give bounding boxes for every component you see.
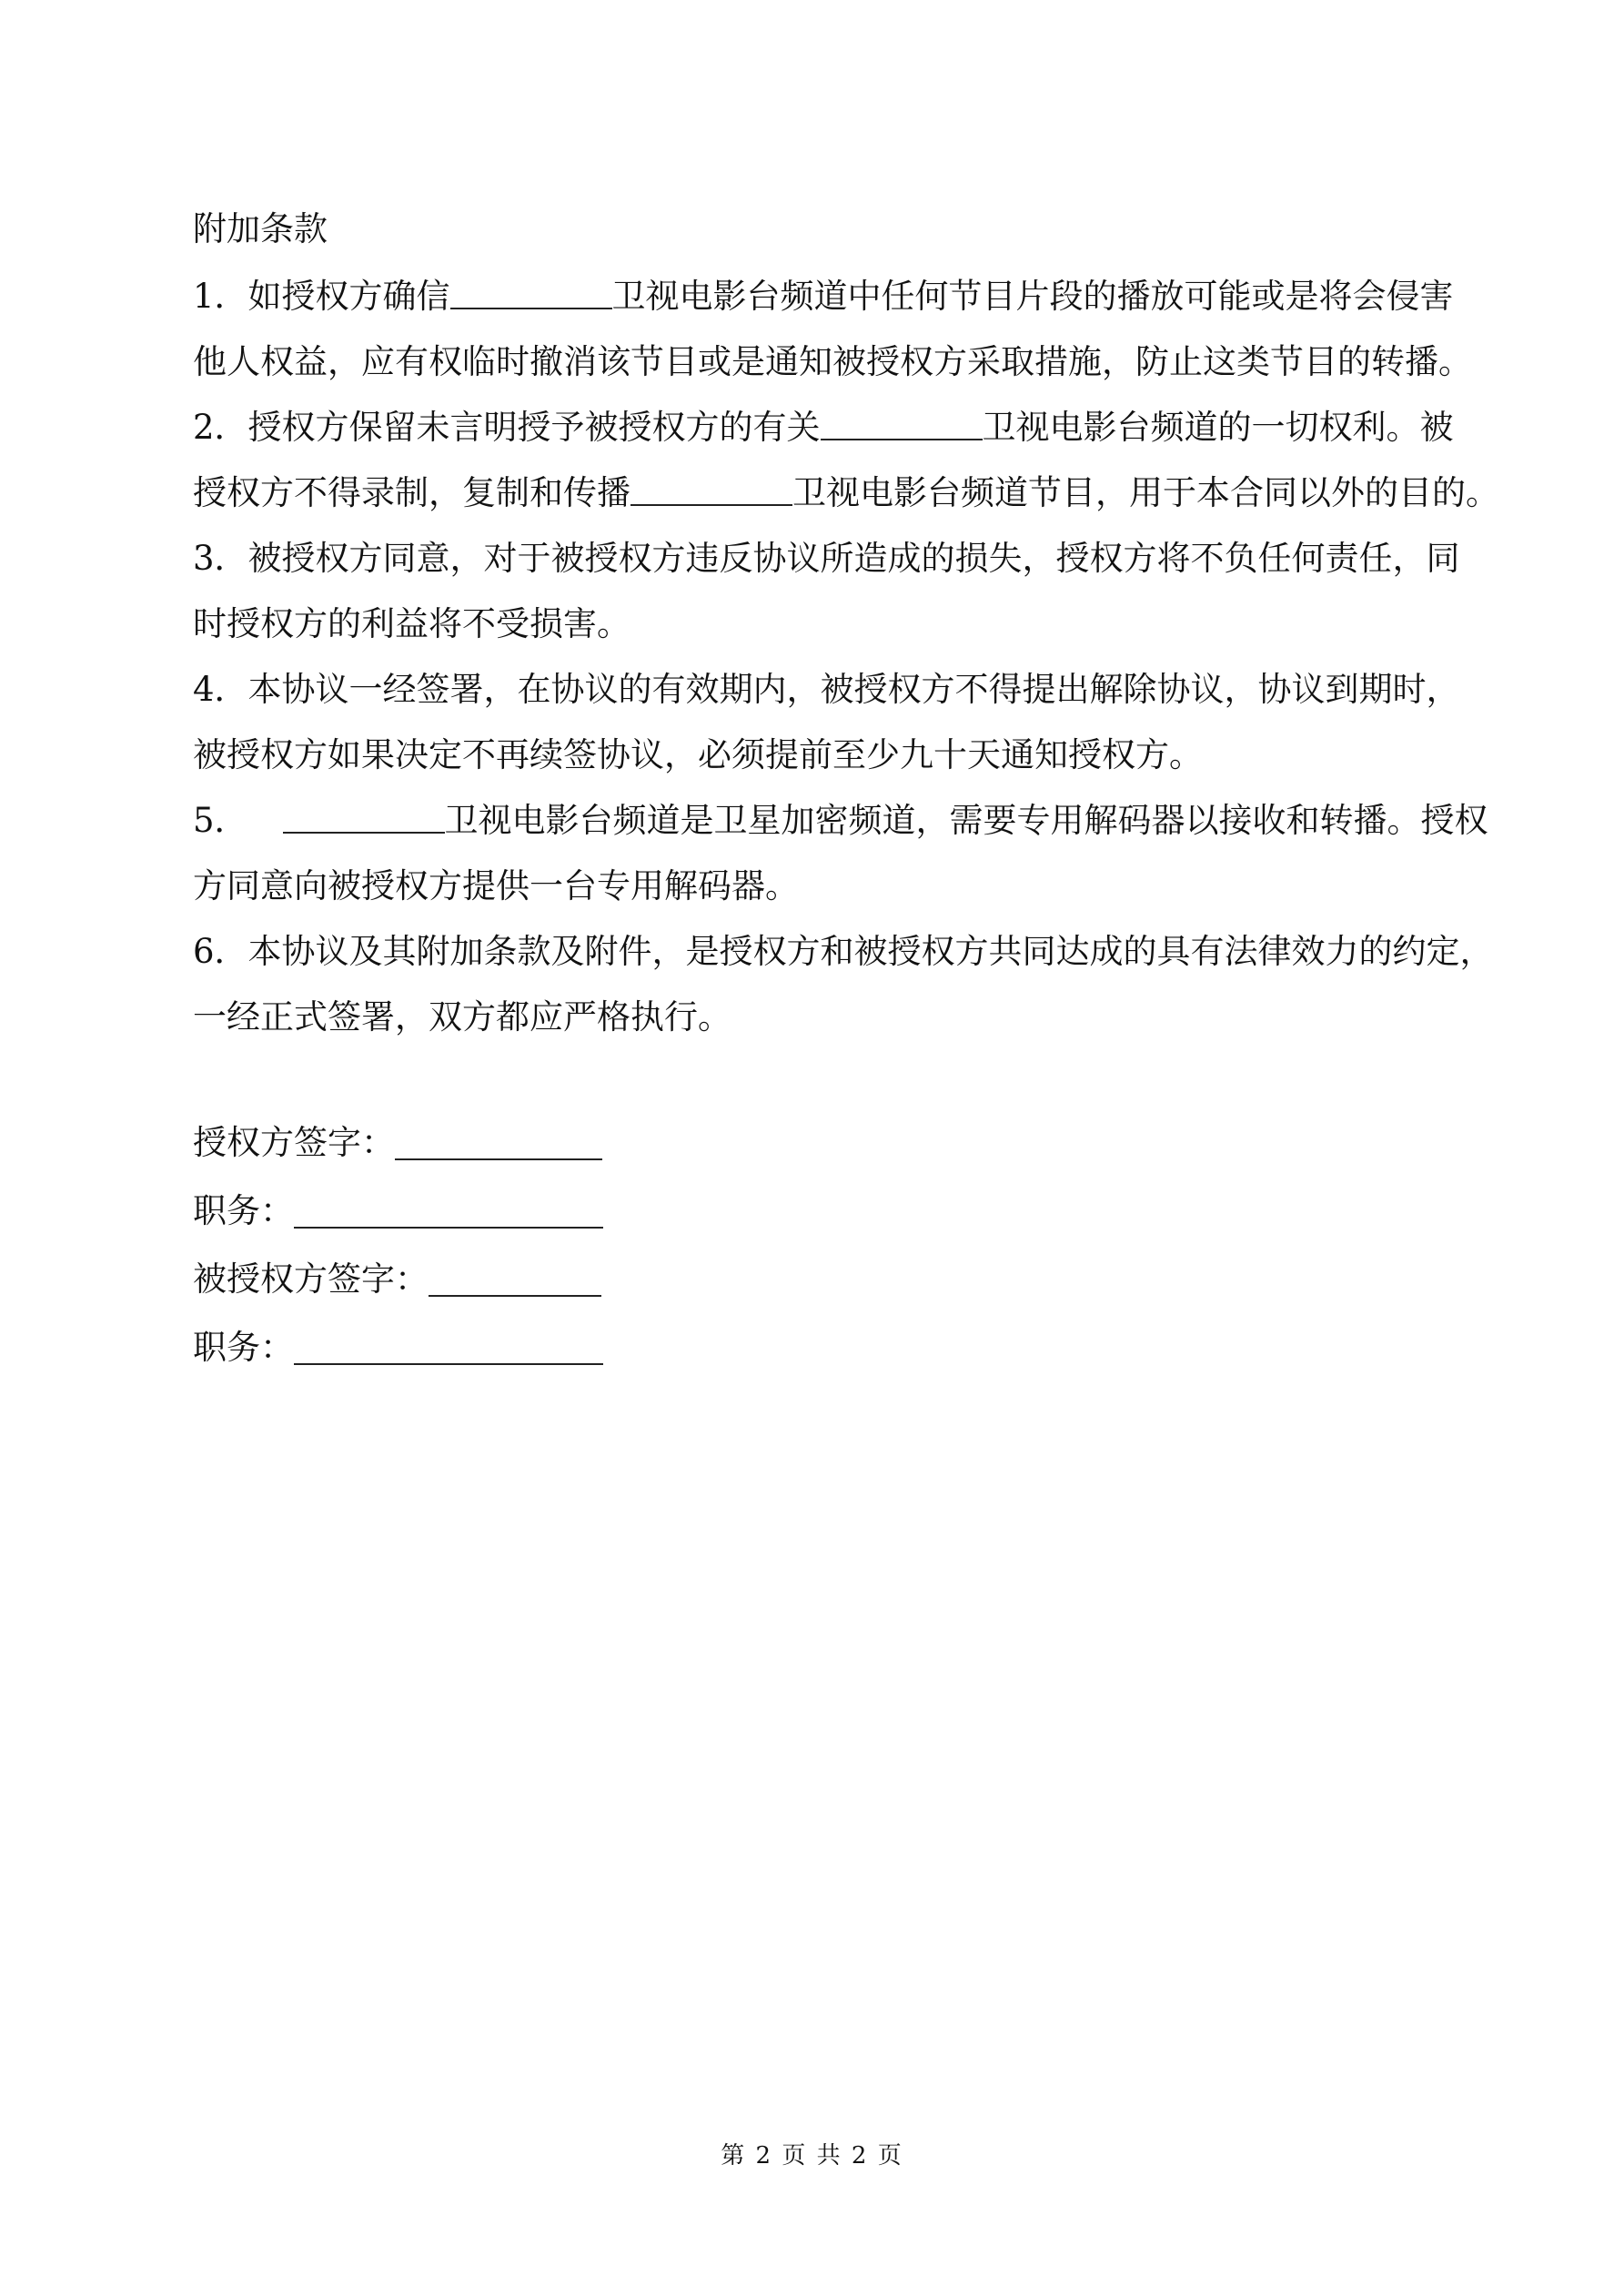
clause-3-number: 3． xyxy=(193,539,248,578)
clause-2-line-2-after-blank: 卫视电影台频道节目，用于本合同以外的目的。 xyxy=(792,473,1499,512)
clause-3-line-1 xyxy=(193,526,1460,592)
licensor-signature-line xyxy=(395,1125,602,1160)
signature-block xyxy=(193,1108,1448,1381)
clause-2-blank-1 xyxy=(821,405,983,440)
licensor-signature-row xyxy=(193,1108,1448,1177)
clause-1-line-2: 他人权益，应有权临时撤消该节目或是通知被授权方采取措施，防止这类节目的转播。 xyxy=(193,342,1472,381)
licensee-title-row xyxy=(193,1313,1448,1381)
document-body xyxy=(193,195,1499,1381)
clause-2-text-before-blank: 授权方保留未言明授予被授权方的有关 xyxy=(247,408,821,447)
clause-1-text-after-blank: 卫视电影台频道中任何节目片段的播放可能或是将会侵害 xyxy=(611,277,1454,316)
licensor-title-row xyxy=(193,1177,1448,1245)
clause-6-line-2: 一经正式签署，双方都应严格执行。 xyxy=(193,997,731,1037)
clause-6-number: 6． xyxy=(193,932,248,971)
clause-6-text: 本协议及其附加条款及附件，是授权方和被授权方共同达成的具有法律效力的约定， xyxy=(247,932,1494,971)
clause-1-number: 1． xyxy=(193,277,248,316)
licensee-signature-row xyxy=(193,1245,1448,1313)
clause-1-blank xyxy=(450,274,612,309)
licensor-title-label: 职务： xyxy=(193,1191,294,1230)
clause-3-line-2: 时授权方的利益将不受损害。 xyxy=(193,604,630,643)
licensor-title-line xyxy=(294,1193,603,1229)
section-heading: 附加条款 xyxy=(193,209,328,248)
clause-2-line-1 xyxy=(193,395,1454,460)
clause-2-line-2-before-blank: 授权方不得录制，复制和传播 xyxy=(193,473,630,512)
clause-5-line-2: 方同意向被授权方提供一台专用解码器。 xyxy=(193,866,799,905)
clause-4-number: 4． xyxy=(193,670,248,709)
clause-5-number: 5． xyxy=(193,801,248,840)
clause-2-number: 2． xyxy=(193,408,248,447)
page-number-footer: 第 2 页 共 2 页 xyxy=(721,2142,903,2170)
licensee-signature-label: 被授权方签字： xyxy=(193,1259,429,1299)
licensee-title-label: 职务： xyxy=(193,1328,294,1367)
clause-5-blank xyxy=(283,798,445,834)
clause-4-line-1 xyxy=(193,657,1460,723)
clause-2-blank-2 xyxy=(630,470,792,506)
clause-4-line-2: 被授权方如果决定不再续签协议，必须提前至少九十天通知授权方。 xyxy=(193,735,1203,774)
clause-5-text-after-blank: 卫视电影台频道是卫星加密频道，需要专用解码器以接收和转播。授权 xyxy=(444,801,1488,840)
clause-3-text: 被授权方同意，对于被授权方违反协议所造成的损失，授权方将不负任何责任，同 xyxy=(247,539,1460,578)
licensor-signature-label: 授权方签字： xyxy=(193,1123,395,1162)
licensee-title-line xyxy=(294,1330,603,1365)
clause-1-text-before-blank: 如授权方确信 xyxy=(247,277,450,316)
licensee-signature-line xyxy=(429,1261,601,1297)
clause-1-line-1 xyxy=(193,264,1454,329)
clause-4-text: 本协议一经签署，在协议的有效期内，被授权方不得提出解除协议，协议到期时， xyxy=(247,670,1460,709)
clause-6-line-1 xyxy=(193,919,1494,985)
clause-2-line-2 xyxy=(193,460,1499,526)
clause-5-line-1 xyxy=(193,788,1488,854)
clause-2-text-after-blank: 卫视电影台频道的一切权利。被 xyxy=(982,408,1454,447)
